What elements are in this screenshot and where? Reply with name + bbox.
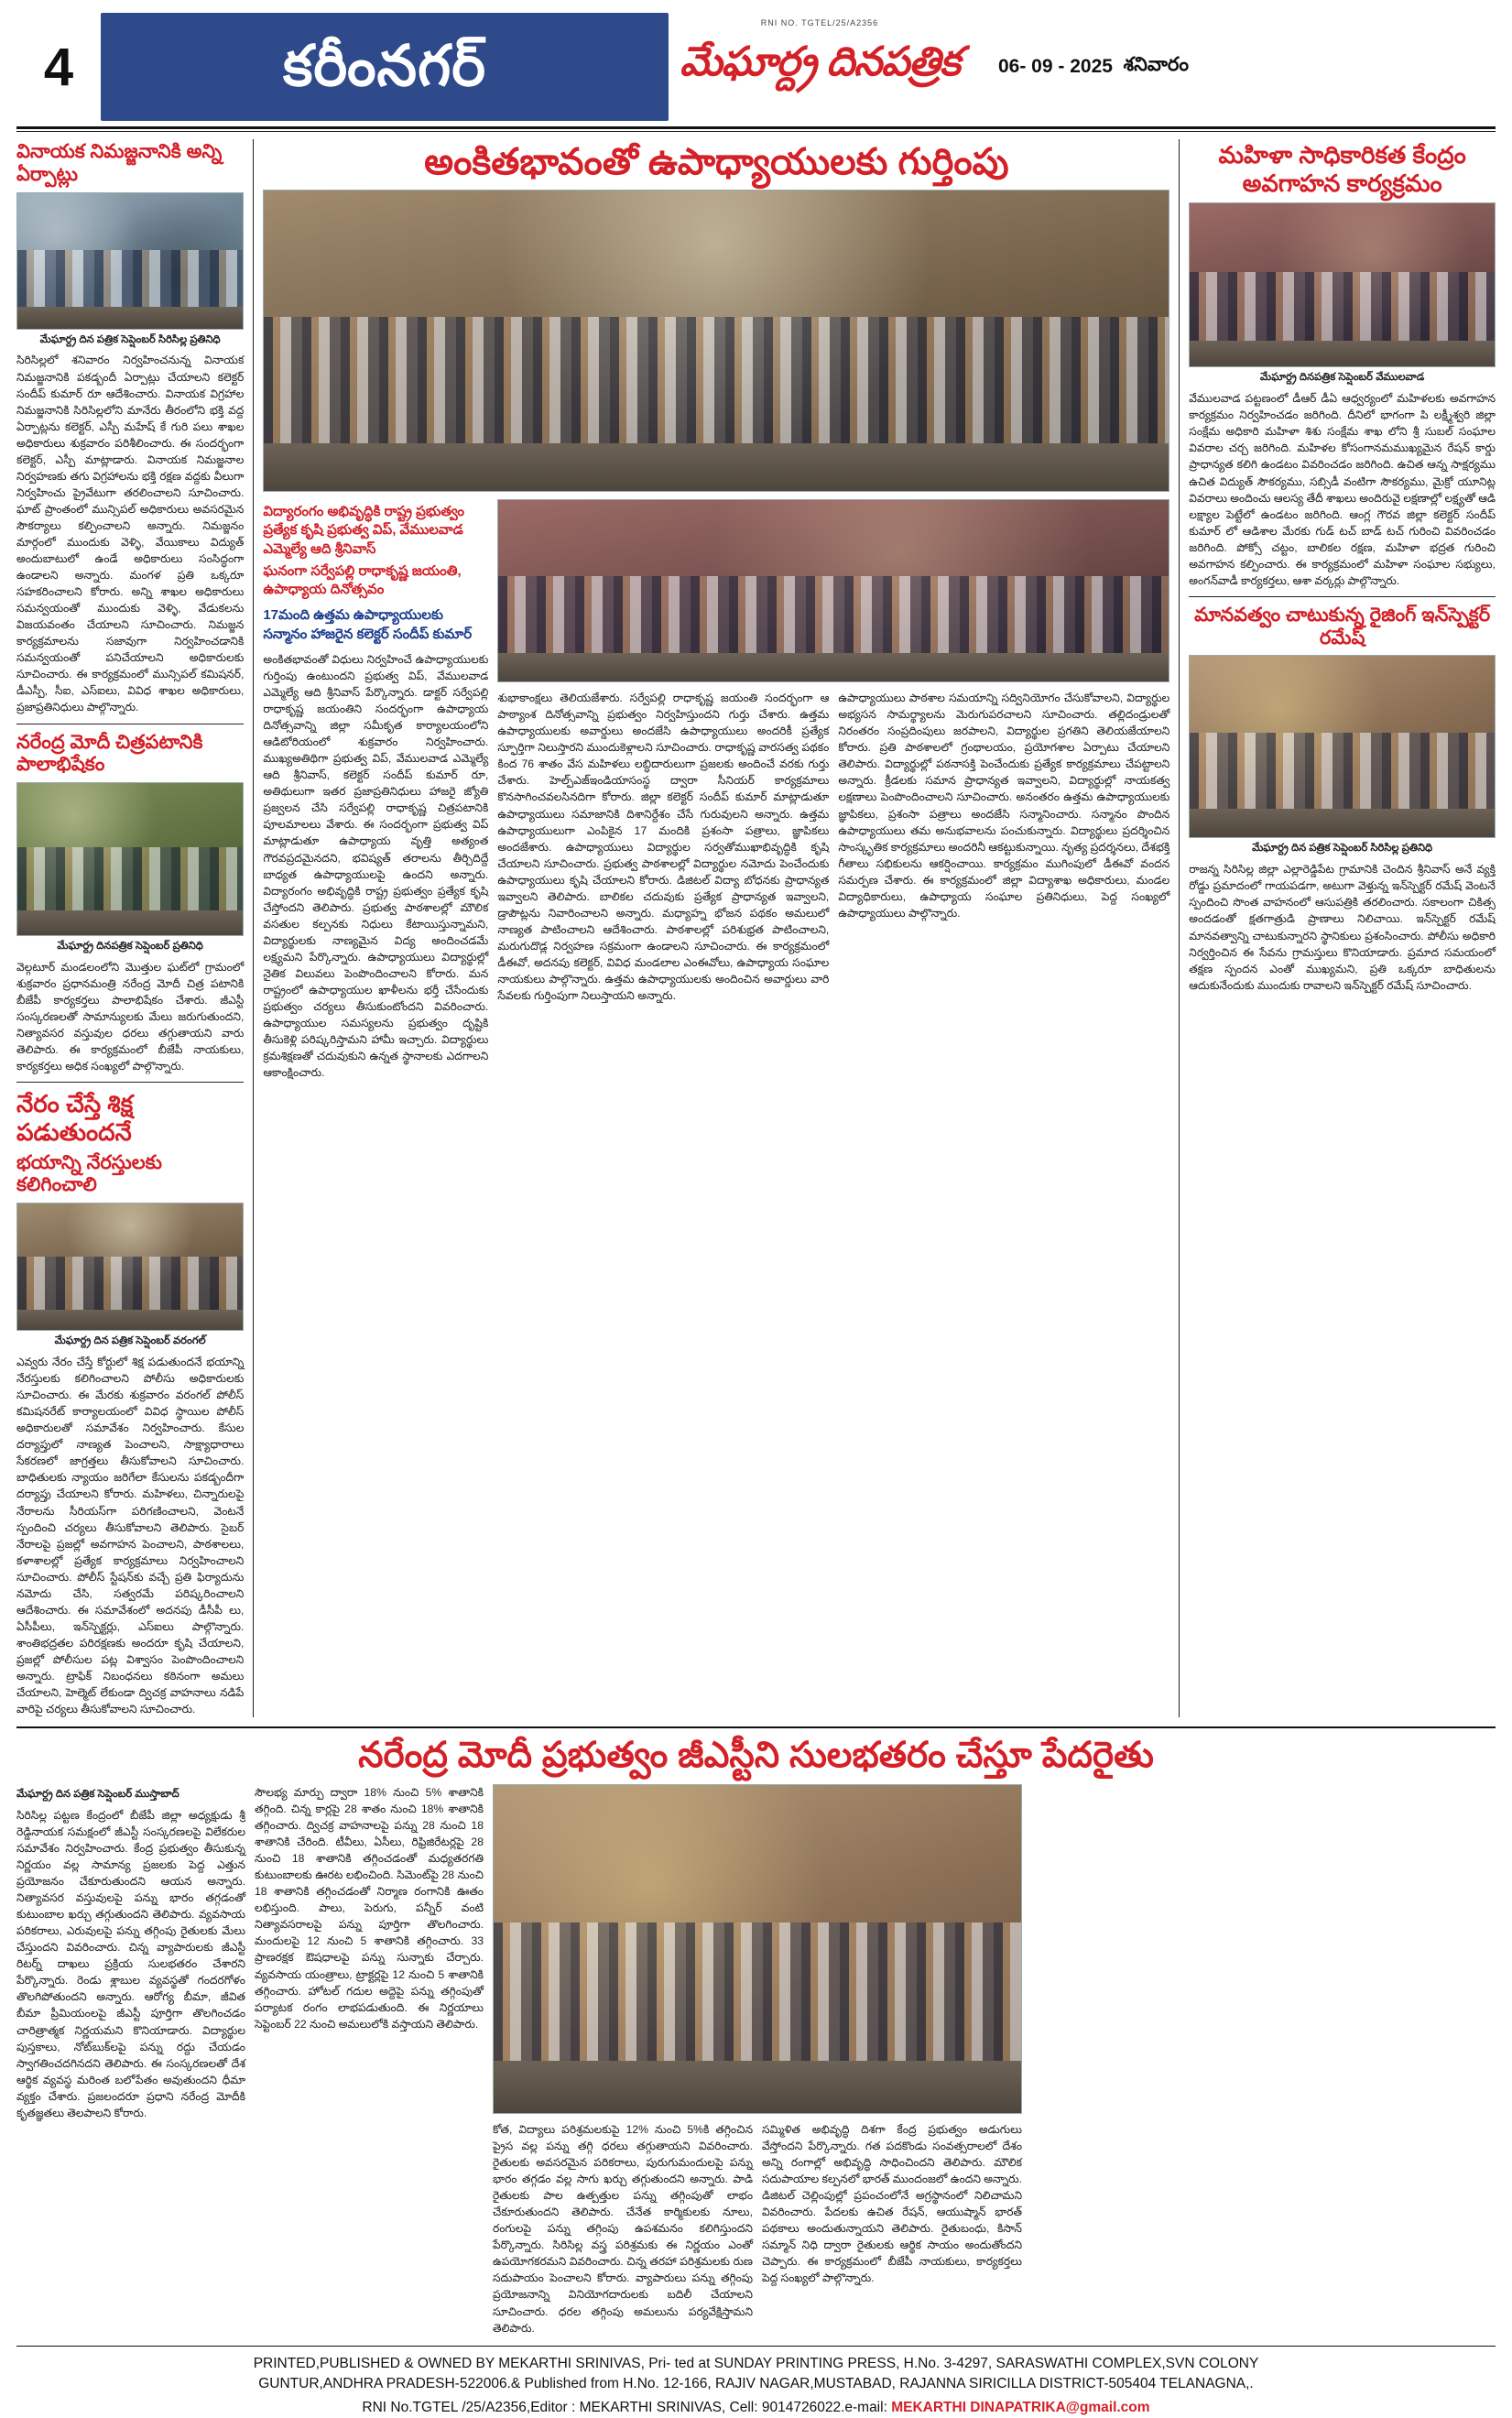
main-body-mid: శుభాకాంక్షలు తెలియజేశారు. సర్వేపల్లి రాధాకృష్ణ జయంతి సందర్భంగా ఆ పాఠ్యాంశ దినోత్సవాన్ని ప్రభుత్వం నిర్వహిస్తుందని గుర్తు చేశారు. ఉత్తమ ఉపాధ్యాయులకు అవార్డులు అందజేసి ఉపాధ్యాయులు అందరికీ ప్రత్యేక స్ఫూర్తిగా నిలుస్తారని ముందుకెళ్లాలని సూచించారు. రాధాకృష్ణ వారసత్వ పథకం కింద 76 శాతం వేస మహిళలు లబ్ధిదారులుగా ప్రజలకు అందించే వరకు గుర్తు చేశారు. హెల్ప్‌ఎజ్ఇండియాసంస్థ ద్వారా సీనియర్ కార్యక్రమాలు కొనసాగించవలసినదిగా కోరారు. జిల్లా కలెక్టర్ సందీప్ కుమార్ మాట్లాడుతూ ఉపాధ్యాయులు సమాజానికి దిశానిర్దేశం చేసే గురువులని అన్నారు. ఉత్తమ ఉపాధ్యాయులుగా ఎంపికైన 17 మందికి ప్రశంసా పత్రాలు, జ్ఞాపికలు అందజేశారు. ఉపాధ్యాయులు విద్యార్థుల సర్వతోముఖాభివృద్ధికి కృషి చేయాలని సూచించారు. ప్రభుత్వ పాఠశాలల్లో విద్యార్థుల నమోదు పెంచేందుకు ఉపాధ్యాయులు కృషి చేయాలని కోరారు. డిజిటల్ విద్యా బోధనకు ప్రాధాన్యత ఇవ్వాలని తెలిపారు. బాలికల చదువుకు ప్రత్యేక ప్రాధాన్యత ఇవ్వాలని, డ్రాపౌట్లను నివారించాలని అన్నారు. మధ్యాహ్న భోజన పథకం అమలులో నాణ్యత పాటించాలని ఆదేశించారు. పాఠశాలల్లో పరిశుభ్రత పాటించాలని, మరుగుదొడ్ల నిర్వహణ సక్రమంగా ఉండాలని సూచించారు. ఈ కార్యక్రమంలో డీఈవో, అదనపు కలెక్టర్, వివిధ మండలాల ఎంఈవోలు, ఉపాధ్యాయ సంఘాల నాయకులు పాల్గొన్నారు. ఉత్తమ ఉపాధ్యాయులకు అందించిన అవార్డులు వారి సేవలకు గుర్తింపుగా నిలుస్తాయని అన్నారు.: [497, 692, 830, 1003]
main-columns: [16, 139, 1496, 1717]
main-subhead-blue: 17మంది ఉత్తమ ఉపాధ్యాయులకు సన్మానం హాజరైన కలెక్టర్ సందీప్ కుమార్: [263, 607, 473, 642]
story2-caption: మేఘార్ద్ర దినపత్రిక సెప్షెంబర్ ప్రతినిధి: [57, 941, 203, 953]
publication-logo: [669, 13, 971, 121]
footer-email[interactable]: MEKARTHI DINAPATRIKA@gmail.com: [891, 2399, 1150, 2415]
footer-rni-text: RNI No.TGTEL /25/A2356,Editor : MEKARTHI SRINIVAS, Cell: 9014726022.e-mail:: [362, 2399, 887, 2415]
main-body-left: అంకితభావంతో విధులు నిర్వహించే ఉపాధ్యాయులకు గుర్తింపు ఉంటుందని ప్రభుత్వ విప్, వేములవాడ ఎమ్మెల్యే ఆది శ్రీనివాస్ పేర్కొన్నారు. డాక్టర్ సర్వేపల్లి రాధాకృష్ణ జయంతిని సందర్భంగా ఉపాధ్యాయ దినోత్సవాన్ని జిల్లా సమీకృత కార్యాలయంలోని ఆడిటోరియంలో శుక్రవారం నిర్వహించారు. ముఖ్యఅతిథిగా ప్రభుత్వ విప్, వేములవాడ ఎమ్మెల్యే ఆది శ్రీనివాస్, కలెక్టర్ సందీప్ కుమార్ రూ, అతిథులుగా ఇతర ప్రజాప్రతినిధులు హాజరై జ్యోతి ప్రజ్వలన చేసి సర్వేపల్లి రాధాకృష్ణ చిత్రపటానికి పూలమాలలు వేశారు. ఈ సందర్భంగా ప్రభుత్వ విప్ మాట్లాడుతూ ఉపాధ్యాయ వృత్తి అత్యంత గౌరవప్రదమైనదని, భవిష్యత్ తరాలను తీర్చిదిద్దే బాధ్యత ఉపాధ్యాయులపై ఉందని అన్నారు. విద్యారంగం అభివృద్ధికి రాష్ట్ర ప్రభుత్వం ప్రత్యేక కృషి చేస్తోందని తెలిపారు. ప్రభుత్వ పాఠశాలల్లో మౌలిక వసతుల కల్పనకు నిధులు కేటాయిస్తున్నామని, విద్యార్థులకు నాణ్యమైన విద్య అందించడమే లక్ష్యమని పేర్కొన్నారు. ఉపాధ్యాయులు విద్యార్థుల్లో నైతిక విలువలు పెంపొందించాలని కోరారు. మన రాష్ట్రంలో ఉపాధ్యాయుల ఖాళీలను భర్తీ చేసేందుకు ప్రభుత్వం చర్యలు తీసుకుంటోందని వివరించారు. ఉపాధ్యాయుల సమస్యలను ప్రభుత్వం దృష్టికి తీసుకెళ్లి పరిష్కరిస్తామని హామీ ఇచ్చారు. విద్యార్థులు క్రమశిక్షణతో చదువుకుని ఉన్నత స్థానాలకు ఎదగాలని ఆకాంక్షించారు.: [263, 652, 489, 1080]
feature-col-1: [16, 1784, 245, 2336]
story2-headline: నరేంద్ర మోదీ చిత్రపటానికి పాలాభిషేకం: [16, 731, 203, 776]
main-text-2col: [497, 690, 1169, 1004]
column-left: [16, 139, 244, 1717]
col3-story2-headline: మానవత్వం చాటుకున్న రైజింగ్ ఇన్‌స్పెక్టర్ రమేష్: [1194, 604, 1491, 648]
feature-body-4: సమ్మిళిత అభివృద్ధి దిశగా కేంద్ర ప్రభుత్వం అడుగులు వేస్తోందని పేర్కొన్నారు. గత పదకొండు సంవత్సరాలలో దేశం అన్ని రంగాల్లో అభివృద్ధి సాధించిందని తెలిపారు. మౌలిక సదుపాయాల కల్పనలో భారత్ ముందంజలో ఉందని అన్నారు. డిజిటల్ చెల్లింపుల్లో ప్రపంచంలోనే అగ్రస్థానంలో నిలిచామని వివరించారు. పేదలకు ఉచిత రేషన్, ఆయుష్మాన్ భారత్ పథకాలు అందుతున్నాయని తెలిపారు. రైతుబంధు, కిసాన్ సమ్మాన్ నిధి ద్వారా రైతులకు ఆర్థిక సాయం అందుతోందని చెప్పారు. ఈ కార్యక్రమంలో బీజేపీ నాయకులు, కార్యకర్తలు పెద్ద సంఖ్యలో పాల్గొన్నారు.: [762, 2122, 1022, 2285]
logo-tagline: RNI NO. TGTEL/25/A2356: [760, 18, 879, 27]
feature-body-3: కోత, విద్యాలు పరిశ్రమలకుపై 12% నుంచి 5%కి తగ్గించిన ప్రైస వల్ల పన్ను తగ్గి ధరలు తగ్గుతాయని వివరించారు. రైతులకు అవసరమైన పరికరాలు, పురుగుమందులపై పన్ను భారం తగ్గడం వల్ల సాగు ఖర్చు తగ్గుతుందని అన్నారు. పాడి రైతులకు పాల ఉత్పత్తుల పన్ను తగ్గింపుతో లాభం చేకూరుతుందని తెలిపారు. చేనేత కార్మికులకు నూలు, రంగులపై పన్ను తగ్గింపు ఉపశమనం కలిగిస్తుందని పేర్కొన్నారు. సిరిసిల్ల వస్త్ర పరిశ్రమకు ఈ నిర్ణయం ఎంతో ఉపయోగకరమని వివరించారు. చిన్న తరహా పరిశ్రమలకు రుణ సదుపాయం పెంచాలని కోరారు. వ్యాపారులు పన్ను తగ్గింపు ప్రయోజనాన్ని వినియోగదారులకు బదిలీ చేయాలని సూచించారు. ధరల తగ్గింపు అమలును పర్యవేక్షిస్తామని తెలిపారు.: [493, 2122, 753, 2335]
feature-columns: [16, 1784, 1496, 2336]
col3-story2-caption: మేఘార్ద్ర దిన పత్రిక సెప్షెంబర్ సిరిసిల్ల ప్రతినిధి: [1252, 843, 1433, 855]
masthead: [16, 13, 1496, 121]
col3-story2-body: రాజన్న సిరిసిల్ల జిల్లా ఎల్లారెడ్డిపేట గ్రామానికి చెందిన శ్రీనివాస్ అనే వ్యక్తి రోడ్డు ప్రమాదంలో గాయపడగా, అటుగా వెళ్తున్న ఇన్‌స్పెక్టర్ రమేష్ వెంటనే స్పందించి సొంత వాహనంలో ఆసుపత్రికి తరలించారు. సకాలంగా చికిత్స అందడంతో క్షతగాత్రుడి ప్రాణాలు నిలిచాయి. ఇన్‌స్పెక్టర్ రమేష్ మానవత్వాన్ని చాటుకున్నారని స్థానికులు ప్రశంసించారు. పోలీసు అధికారి నిర్వర్తించిన ఈ సేవను గ్రామస్తులు కొనియాడారు. ప్రమాద సమయంలో తక్షణ స్పందన ఎంతో ముఖ్యమని, ప్రతి ఒక్కరూ బాధితులను ఆదుకునేందుకు ముందుకు రావాలని ఇన్‌స్పెక్టర్ రమేష్ సూచించారు.: [1189, 863, 1496, 992]
page-title: కరీంనగర్: [282, 35, 486, 98]
story3-subheadline: భయాన్ని నేరస్తులకు కలిగించాలి: [16, 1151, 162, 1196]
col3-story1-body: వేములవాడ పట్టణంలో డీఆర్ డీఏ ఆధ్వర్యంలో మహిళలకు అవగాహన కార్యక్రమం నిర్వహించడం జరిగింది. దీనిలో భాగంగా పి లక్ష్మీశ్వరి జిల్లా సంక్షేమ అధికారి మహిళా శిశు సంక్షేమ శాఖ లోని శ్రీ సుబల్ సంఘాల వివరాల చర్చ జరిగింది. మహిళల కోసంగానమముఖ్యమైన రేషన్ కార్డు ప్రాధాన్యత కలిగి ఉండటం వివరించడం జరిగింది. ఉచిత ఆన్న సాక్షర్యము ఉచిత విద్యుత్ సౌకర్యము, సబ్సిడీ వంటిగా సౌకర్యము, మైక్రో యూనిట్ల వివరాలు అందించు ఆలస్య తేదీ శాఖలు అందిరువై లక్షణాల్లో లక్ష్యతో ఆడి లక్ష్యాల పెట్టేలో ఉండటం జరిగింది. ఆంగ్ల గౌరవ జిల్లా కలెక్టర్ సందీప్ కుమార్ లో ఆడిశాల మేరకు గుడ్ టచ్ బాడ్ టచ్ గురించి వివరించడం జరిగింది. పోక్సో చట్టం, బాలికల రక్షణ, మహిళా భద్రత గురించి అవగాహన కల్పించారు. ఈ కార్యక్రమంలో మహిళా సంఘాల సభ్యులు, అంగన్‌వాడీ కార్యకర్తలు, ఆశా వర్కర్లు పాల్గొన్నారు.: [1189, 392, 1496, 587]
feature-body-2: సౌలభ్య మార్పు ద్వారా 18% నుంచి 5% శాతానికి తగ్గింది. చిన్న కార్లపై 28 శాతం నుంచి 18% శాతానికి తగ్గించారు. ద్విచక్ర వాహనాలపై పన్ను 28 నుంచి 18 శాతానికి చేరింది. టీవీలు, ఏసీలు, రిఫ్రిజిరేటర్లపై 28 నుంచి 18 శాతానికి తగ్గించడంతో మధ్యతరగతి కుటుంబాలకు ఊరట లభించింది. సిమెంట్‌పై 28 నుంచి 18 శాతానికి తగ్గించడంతో నిర్మాణ రంగానికి ఊతం లభిస్తుంది. పాలు, పెరుగు, పన్నీర్ వంటి నిత్యావసరాలపై పన్ను పూర్తిగా తొలగించారు. మందులపై 12 నుంచి 5 శాతానికి తగ్గించారు. 33 ప్రాణరక్షక ఔషధాలపై పన్ను సున్నాకు చేర్చారు. వ్యవసాయ యంత్రాలు, ట్రాక్టర్లపై 12 నుంచి 5 శాతానికి తగ్గించారు. హోటల్ గదుల అద్దెపై పన్ను తగ్గింపుతో పర్యాటక రంగం లాభపడుతుంది. ఈ నిర్ణయాలు సెప్టెంబర్ 22 నుంచి అమలులోకి వస్తాయని తెలిపారు.: [255, 1785, 484, 2031]
main-headline: అంకితభావంతో ఉపాధ్యాయులకు గుర్తింపు: [424, 142, 1009, 182]
main-left-sub: [263, 499, 488, 1081]
feature-body-1: సిరిసిల్ల పట్టణ కేంద్రంలో బీజేపీ జిల్లా అధ్యక్షుడు శ్రీ రెడ్డినాయక సమక్షంలో జీఎస్టీ సంస్కరణలపై విలేకరుల సమావేశం నిర్వహించారు. కేంద్ర ప్రభుత్వం తీసుకున్న నిర్ణయం వల్ల సామాన్య ప్రజలకు పెద్ద ఎత్తున ప్రయోజనం చేకూరుతుందని ఆయన అన్నారు. నిత్యావసర వస్తువులపై పన్ను భారం తగ్గడంతో కుటుంబాల ఖర్చు తగ్గుతుందని తెలిపారు. వ్యవసాయ పరికరాలు, ఎరువులపై పన్ను తగ్గింపు రైతులకు మేలు చేస్తుందని వివరించారు. చిన్న వ్యాపారులకు జీఎస్టీ రిటర్న్ దాఖలు ప్రక్రియ సులభతరం చేశారని పేర్కొన్నారు. రెండు శ్లాబుల వ్యవస్థతో గందరగోళం తొలగిపోతుందని అన్నారు. ఆరోగ్య బీమా, జీవిత బీమా ప్రీమియంలపై జీఎస్టీ పూర్తిగా తొలగించడం చారిత్రాత్మక నిర్ణయమని కొనియాడారు. విద్యార్థుల పుస్తకాలు, నోట్‌బుక్‌లపై పన్ను రద్దు చేయడం స్వాగతించదగినదని తెలిపారు. ఈ సంస్కరణలతో దేశ ఆర్థిక వ్యవస్థ మరింత బలోపేతం అవుతుందని ధీమా వ్యక్తం చేశారు. ప్రజలందరూ ప్రధాని నరేంద్ర మోదీకి కృతజ్ఞతలు తెలపాలని కోరారు.: [16, 1808, 245, 2119]
main-subhead-red-2: ఘనంగా సర్వేపల్లి రాధాకృష్ణ జయంతి, ఉపాధ్యాయ దినోత్సవం: [263, 562, 462, 598]
feature-photo: [493, 1784, 1022, 2114]
issue-date-value: 06- 09 - 2025: [998, 56, 1113, 77]
feature-col-2: [255, 1784, 484, 2336]
feature-story: [16, 1726, 1496, 2336]
footer-rni-line: [16, 2398, 1496, 2418]
col3-story1-photo: [1189, 202, 1496, 367]
story1-caption: మేఘార్ద్ర దిన పత్రిక సెప్షెంబర్ సిరిసిల్ల ప్రతినిధి: [39, 333, 221, 345]
page-number: 4: [43, 37, 74, 97]
masthead-title-box: [101, 13, 669, 121]
issue-date: [971, 13, 1496, 121]
main-story-body-columns: [263, 499, 1169, 1081]
divider-2: [16, 1082, 244, 1083]
story3-body: ఎవ్వరు నేరం చేస్తే కోర్టులో శిక్ష పడుతుందనే భయాన్ని నేరస్తులకు కలిగించాలని పోలీసు అధికారులకు సూచించారు. ఈ మేరకు శుక్రవారం వరంగల్ పోలీస్ కమిషనరేట్ కార్యాలయంలో వివిధ స్థాయిల పోలీస్ అధికారులతో సమావేశం నిర్వహించారు. కేసుల దర్యాప్తులో నాణ్యత పెంచాలని, సాక్ష్యాధారాలు సేకరణలో జాగ్రత్తలు తీసుకోవాలని సూచించారు. బాధితులకు న్యాయం జరిగేలా కేసులను పకడ్బందీగా దర్యాప్తు చేయాలని కోరారు. మహిళలు, చిన్నారులపై నేరాలను సీరియస్‌గా పరిగణించాలని, వెంటనే స్పందించి చర్యలు తీసుకోవాలని తెలిపారు. సైబర్ నేరాలపై ప్రజల్లో అవగాహన పెంచాలని, పాఠశాలలు, కళాశాలల్లో ప్రత్యేక కార్యక్రమాలు నిర్వహించాలని సూచించారు. పోలీస్ స్టేషన్‌కు వచ్చే ప్రతి ఫిర్యాదును నమోదు చేసి, సత్వరమే పరిష్కరించాలని ఆదేశించారు. ఈ సమావేశంలో అదనపు డీసీపీ లు, ఏసీపీలు, ఇన్‌స్పెక్టర్లు, ఎస్‌ఐలు పాల్గొన్నారు. శాంతిభద్రతల పరిరక్షణకు అందరూ కృషి చేయాలని, ప్రజల్లో పోలీసుల పట్ల విశ్వాసం పెంపొందించాలని అన్నారు. ట్రాఫిక్ నిబంధనలు కఠినంగా అమలు చేయాలని, హెల్మెట్ లేకుండా ద్విచక్ర వాహనాలు నడిపే వారిపై చర్యలు తీసుకోవాలని సూచించారు.: [16, 1356, 245, 1716]
column-right: [1189, 139, 1496, 1717]
story3-caption: మేఘార్ద్ర దిన పత్రిక సెప్షెంబర్ వరంగల్: [54, 1335, 206, 1347]
masthead-rule: [16, 126, 1496, 129]
divider-3: [1189, 596, 1496, 597]
feature-photo-wrap: [493, 1784, 1022, 2336]
issue-weekday: శనివారం: [1123, 53, 1190, 75]
main-photo-2: [497, 499, 1169, 682]
feature-headline: నరేంద్ర మోదీ ప్రభుత్వం జీఎస్టీని సులభతరం చేస్తూ పేదరైతు: [358, 1736, 1154, 1776]
story2-body: వెల్గటూర్ మండలంలోని మొత్తుల ఘట్‌లో గ్రామంలో శుక్రవారం ప్రధానమంత్రి నరేంద్ర మోదీ చిత్ర పటానికి బీజేపీ కార్యకర్తలు పాలాభిషేకం చేశారు. జీఎస్టీ సంస్కరణలతో సామాన్యులకు మేలు జరుగుతుందని, నిత్యావసర వస్తువుల ధరలు తగ్గుతాయని వారు తెలిపారు. ఈ కార్యక్రమంలో బీజేపీ నాయకులు, కార్యకర్తలు అధిక సంఖ్యలో పాల్గొన్నారు.: [16, 960, 245, 1073]
feature-caption: మేఘార్ద్ర దిన పత్రిక సెప్షెంబర్ ముస్తాబాద్: [16, 1788, 179, 1800]
story1-body: సిరిసిల్లలో శనివారం నిర్వహించనున్న వినాయక నిమజ్జనానికి పకడ్బందీ ఏర్పాట్లు చేయాలని కలెక్టర్ సందీప్ కుమార్ రూ ఆదేశించారు. వినాయక విగ్రహాల నిమజ్జనానికి సిరిసిల్లలోని మానేరు తీరంలోని భక్తి వద్ద ఏర్పాట్లను కలెక్టర్, ఎస్పీ మహేష్ కే గురి పలు శాఖల అధికారులు శుక్రవారం పరిశీలించారు. ఈ సందర్భంగా కలెక్టర్, ఎస్పీ మాట్లాడారు. వినాయక నిమజ్జనాల నిర్వహణకు తగు విగ్రహాలను భక్తి రక్షణ వద్దకు వీలుగా నిర్వహించు ప్రైవేటుగా తరలించాలని సూచించారు. ఘాట్ ప్రాంతంలో మున్సిపల్ అధికారులు అవసరమైన సౌకర్యాలు కల్పించాలని అన్నారు. నిమజ్జనం మార్గంలో ముందుకు వెళ్ళి, వేయికాలు విద్యుత్ అందుబాటులో ఉండే అధికారులు సంసిద్ధంగా ఉండాలని అన్నారు. మంగళ ప్రతి ఒక్కరూ సహకరించాలని కోరారు. అన్ని శాఖల అధికారులు సమన్వయంతో ముందుకు వెళ్ళి, వేడుకలను విజయవంతం చేయాలని సూచించారు. నిమజ్జన కార్యక్రమాలను సజావుగా నిర్వహించడానికి సమన్వయంతో పనిచేయాలని అధికారులకు సూచించారు. ఈ కార్యక్రమంలో మున్సిపల్ కమిషనర్, డీఎస్పీ, సీఐ, ఎస్‌ఐలు, వివిధ శాఖల అధికారులు, ప్రజాప్రతినిధులు పాల్గొన్నారు.: [16, 354, 245, 714]
main-body-right: ఉపాధ్యాయులు పాఠశాల సమయాన్ని సద్వినియోగం చేసుకోవాలని, విద్యార్థుల అభ్యసన సామర్థ్యాలను మెరుగుపరచాలని సూచించారు. తల్లిదండ్రులతో నిరంతరం సంప్రదింపులు జరపాలని, విద్యార్థుల ప్రగతిని తెలియజేయాలని కోరారు. ప్రతి పాఠశాలలో గ్రంథాలయం, ప్రయోగశాల ఏర్పాటు చేయాలని తెలిపారు. విద్యార్థుల్లో పఠనాసక్తి పెంచేందుకు ప్రత్యేక కార్యక్రమాలు చేపట్టాలని అన్నారు. క్రీడలకు సమాన ప్రాధాన్యత ఇవ్వాలని, విద్యార్థుల్లో నాయకత్వ లక్షణాలు పెంపొందించాలని సూచించారు. అనంతరం ఉత్తమ ఉపాధ్యాయులకు జ్ఞాపికలు, ప్రశంసా పత్రాలు అందజేసి సన్మానించారు. సన్మానం పొందిన ఉపాధ్యాయులు తమ అనుభవాలను పంచుకున్నారు. విద్యార్థులు ప్రదర్శించిన సాంస్కృతిక కార్యక్రమాలు అందరినీ ఆకట్టుకున్నాయి. నృత్య ప్రదర్శనలు, దేశభక్తి గీతాలు సభికులను ఆకర్షించాయి. కార్యక్రమం ముగింపులో డీఈవో వందన సమర్పణ చేశారు. ఈ కార్యక్రమంలో జిల్లా విద్యాశాఖ అధికారులు, మండల విద్యాధికారులు, ఉపాధ్యాయ సంఘాల ప్రతినిధులు, పెద్ద సంఖ్యలో ఉపాధ్యాయులు పాల్గొన్నారు.: [838, 692, 1170, 920]
col3-story2-photo: [1189, 655, 1496, 838]
story1-photo: [16, 192, 244, 330]
story1-headline: వినాయక నిమజ్జనానికి అన్ని ఏర్పాట్లు: [16, 141, 223, 185]
footer-line-1: PRINTED,PUBLISHED & OWNED BY MEKARTHI SRINIVAS, Pri- ted at SUNDAY PRINTING PRESS, H.No. 3-4297, SARASWATHI COMPLEX,SVN COLONY: [253, 2355, 1259, 2371]
main-photo: [263, 190, 1169, 492]
footer-line-2: GUNTUR,ANDHRA PRADESH-522006.& Published from H.No. 12-166, RAJIV NAGAR,MUSTABAD, RAJANNA SIRICILLA DISTRICT-505404 TELANAGNA,.: [258, 2376, 1254, 2392]
feature-photo-subcolumns: [493, 2121, 1022, 2336]
story3-headline: నేరం చేస్తే శిక్ష పడుతుందనే: [16, 1090, 134, 1146]
logo-text: మేఘార్ద్ర దినపత్రిక: [680, 38, 960, 84]
masthead-rule-thin: [16, 131, 1496, 132]
column-divider-2: [1179, 139, 1180, 1717]
col3-story1-caption: మేఘార్ద్ర దినపత్రిక సెప్షెంబర్ వేములవాడ: [1260, 372, 1425, 384]
col3-story1-headline: మహిళా సాధికారికత కేంద్రం అవగాహన కార్యక్రమం: [1218, 141, 1466, 197]
story2-photo: [16, 782, 244, 936]
column-divider-1: [253, 139, 254, 1717]
main-right-block: [497, 499, 1169, 1081]
story3-photo: [16, 1203, 244, 1331]
column-center: [263, 139, 1169, 1717]
main-subhead-red: విద్యారంగం అభివృద్ధికి రాష్ట్ర ప్రభుత్వం ప్రత్యేక కృషి ప్రభుత్వ విప్, వేములవాడ ఎమ్మెల్యే ఆది శ్రీనివాస్: [263, 504, 464, 557]
footer-imprint: [16, 2346, 1496, 2418]
